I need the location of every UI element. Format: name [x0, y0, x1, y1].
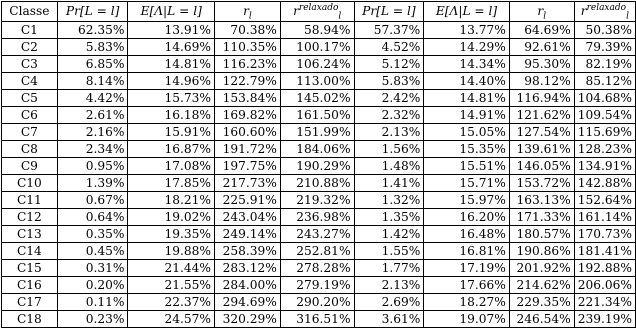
cell-r-relaxed-2: 79.39%: [574, 39, 635, 56]
cell-r-relaxed-2: 206.06%: [574, 277, 635, 294]
cell-classe: C2: [2, 39, 58, 56]
cell-expectation: 16.87%: [128, 141, 215, 158]
cell-classe: C3: [2, 56, 58, 73]
cell-r: 122.79%: [215, 73, 281, 90]
header-r-2: $r_l$: [509, 2, 574, 22]
cell-r-relaxed-2: 221.34%: [574, 294, 635, 311]
cell-expectation-2: 16.20%: [424, 209, 510, 226]
cell-prob-2: 1.55%: [354, 243, 424, 260]
table-row: [2, 260, 636, 277]
cell-classe: C13: [2, 226, 58, 243]
cell-expectation-2: 14.40%: [424, 73, 510, 90]
cell-expectation-2: 16.81%: [424, 243, 510, 260]
cell-r-2: 98.12%: [509, 73, 574, 90]
cell-r: 70.38%: [215, 22, 281, 39]
cell-expectation: 13.91%: [128, 22, 215, 39]
cell-classe: C1: [2, 22, 58, 39]
cell-prob: 0.35%: [57, 226, 128, 243]
cell-r-relaxed: 100.17%: [280, 39, 354, 56]
header-r: $r_l$: [215, 2, 281, 22]
cell-prob-2: 5.83%: [354, 73, 424, 90]
cell-r-2: 171.33%: [509, 209, 574, 226]
cell-r-relaxed-2: 142.88%: [574, 175, 635, 192]
cell-prob: 6.85%: [57, 56, 128, 73]
cell-prob-2: 1.32%: [354, 192, 424, 209]
cell-r-relaxed: 278.28%: [280, 260, 354, 277]
table-row: [2, 56, 636, 73]
cell-r-2: 214.62%: [509, 277, 574, 294]
cell-expectation-2: 14.81%: [424, 90, 510, 107]
cell-prob-2: 2.42%: [354, 90, 424, 107]
cell-classe: C5: [2, 90, 58, 107]
cell-r: 169.82%: [215, 107, 281, 124]
cell-r-relaxed: 243.27%: [280, 226, 354, 243]
cell-classe: C16: [2, 277, 58, 294]
cell-prob-2: 1.48%: [354, 158, 424, 175]
cell-r: 258.39%: [215, 243, 281, 260]
cell-r-relaxed: 58.94%: [280, 22, 354, 39]
cell-prob: 5.83%: [57, 39, 128, 56]
cell-r-relaxed-2: 50.38%: [574, 22, 635, 39]
cell-r-2: 127.54%: [509, 124, 574, 141]
cell-r-2: 92.61%: [509, 39, 574, 56]
cell-expectation: 16.18%: [128, 107, 215, 124]
cell-prob-2: 4.52%: [354, 39, 424, 56]
header-r-relaxed-2: $r^{relaxado}_l$: [574, 2, 635, 22]
cell-classe: C7: [2, 124, 58, 141]
cell-r: 116.23%: [215, 56, 281, 73]
header-prob: Pr[L = l]: [57, 2, 128, 22]
cell-expectation-2: 17.19%: [424, 260, 510, 277]
cell-classe: C14: [2, 243, 58, 260]
cell-r-relaxed-2: 152.64%: [574, 192, 635, 209]
cell-prob-2: 2.32%: [354, 107, 424, 124]
table-row: [2, 107, 636, 124]
cell-r-relaxed: 161.50%: [280, 107, 354, 124]
cell-r: 153.84%: [215, 90, 281, 107]
cell-r-relaxed: 316.51%: [280, 311, 354, 328]
cell-r-relaxed: 279.19%: [280, 277, 354, 294]
cell-r-relaxed-2: 104.68%: [574, 90, 635, 107]
cell-expectation: 15.91%: [128, 124, 215, 141]
cell-prob-2: 1.35%: [354, 209, 424, 226]
table-row: [2, 226, 636, 243]
cell-expectation: 14.69%: [128, 39, 215, 56]
cell-prob: 8.14%: [57, 73, 128, 90]
table-row: [2, 209, 636, 226]
header-prob-2: Pr[L = l]: [354, 2, 424, 22]
cell-prob-2: 1.42%: [354, 226, 424, 243]
cell-classe: C12: [2, 209, 58, 226]
cell-r-relaxed: 290.20%: [280, 294, 354, 311]
cell-r: 191.72%: [215, 141, 281, 158]
cell-r-relaxed-2: 134.91%: [574, 158, 635, 175]
cell-expectation-2: 18.27%: [424, 294, 510, 311]
table-row: [2, 158, 636, 175]
cell-expectation: 15.73%: [128, 90, 215, 107]
cell-classe: C18: [2, 311, 58, 328]
header-r-relaxed: $r^{relaxado}_l$: [280, 2, 354, 22]
cell-expectation: 24.57%: [128, 311, 215, 328]
cell-r-2: 163.13%: [509, 192, 574, 209]
cell-expectation: 19.88%: [128, 243, 215, 260]
cell-r-relaxed: 210.88%: [280, 175, 354, 192]
cell-prob: 2.34%: [57, 141, 128, 158]
cell-prob-2: 5.12%: [354, 56, 424, 73]
cell-r-relaxed: 113.00%: [280, 73, 354, 90]
cell-prob: 0.20%: [57, 277, 128, 294]
cell-expectation: 19.02%: [128, 209, 215, 226]
cell-r-relaxed-2: 181.41%: [574, 243, 635, 260]
cell-r-2: 190.86%: [509, 243, 574, 260]
cell-prob: 62.35%: [57, 22, 128, 39]
cell-expectation: 14.96%: [128, 73, 215, 90]
cell-prob: 0.64%: [57, 209, 128, 226]
cell-prob: 2.16%: [57, 124, 128, 141]
cell-classe: C11: [2, 192, 58, 209]
cell-prob-2: 2.69%: [354, 294, 424, 311]
table-body: [2, 22, 636, 328]
cell-expectation-2: 15.51%: [424, 158, 510, 175]
cell-r-relaxed-2: 85.12%: [574, 73, 635, 90]
cell-r-relaxed-2: 109.54%: [574, 107, 635, 124]
cell-expectation-2: 14.34%: [424, 56, 510, 73]
table-row: [2, 124, 636, 141]
cell-r: 225.91%: [215, 192, 281, 209]
table-row: [2, 39, 636, 56]
cell-prob-2: 57.37%: [354, 22, 424, 39]
cell-r-relaxed: 236.98%: [280, 209, 354, 226]
cell-r-relaxed: 252.81%: [280, 243, 354, 260]
cell-classe: C8: [2, 141, 58, 158]
cell-r-2: 64.69%: [509, 22, 574, 39]
cell-r-2: 180.57%: [509, 226, 574, 243]
cell-r-2: 121.62%: [509, 107, 574, 124]
cell-r-2: 201.92%: [509, 260, 574, 277]
cell-prob: 1.39%: [57, 175, 128, 192]
table-row: [2, 175, 636, 192]
cell-r-relaxed: 106.24%: [280, 56, 354, 73]
cell-r-relaxed-2: 239.19%: [574, 311, 635, 328]
cell-r-2: 146.05%: [509, 158, 574, 175]
header-expectation: E[Λ|L = l]: [128, 2, 215, 22]
cell-r-relaxed: 184.06%: [280, 141, 354, 158]
table-row: [2, 141, 636, 158]
cell-r: 197.75%: [215, 158, 281, 175]
cell-prob: 2.61%: [57, 107, 128, 124]
cell-expectation-2: 14.29%: [424, 39, 510, 56]
cell-expectation: 18.21%: [128, 192, 215, 209]
cell-r-2: 139.61%: [509, 141, 574, 158]
table-row: [2, 311, 636, 328]
table-row: [2, 243, 636, 260]
cell-r-relaxed: 151.99%: [280, 124, 354, 141]
results-table: [1, 1, 636, 328]
cell-classe: C17: [2, 294, 58, 311]
header-expectation-2: E[Λ|L = l]: [424, 2, 510, 22]
cell-r-2: 229.35%: [509, 294, 574, 311]
cell-prob: 0.45%: [57, 243, 128, 260]
cell-prob: 0.23%: [57, 311, 128, 328]
cell-r: 249.14%: [215, 226, 281, 243]
cell-expectation-2: 19.07%: [424, 311, 510, 328]
cell-expectation: 17.85%: [128, 175, 215, 192]
cell-prob-2: 3.61%: [354, 311, 424, 328]
cell-classe: C6: [2, 107, 58, 124]
cell-prob-2: 2.13%: [354, 277, 424, 294]
cell-prob: 0.95%: [57, 158, 128, 175]
cell-expectation: 19.35%: [128, 226, 215, 243]
cell-prob-2: 1.41%: [354, 175, 424, 192]
cell-classe: C15: [2, 260, 58, 277]
cell-classe: C10: [2, 175, 58, 192]
table-row: [2, 277, 636, 294]
table-row: [2, 22, 636, 39]
cell-expectation-2: 13.77%: [424, 22, 510, 39]
cell-expectation-2: 16.48%: [424, 226, 510, 243]
cell-expectation: 22.37%: [128, 294, 215, 311]
cell-r-2: 116.94%: [509, 90, 574, 107]
cell-r: 294.69%: [215, 294, 281, 311]
cell-r-2: 95.30%: [509, 56, 574, 73]
cell-expectation: 14.81%: [128, 56, 215, 73]
cell-expectation: 17.08%: [128, 158, 215, 175]
cell-r: 283.12%: [215, 260, 281, 277]
cell-prob-2: 1.77%: [354, 260, 424, 277]
cell-prob: 4.42%: [57, 90, 128, 107]
cell-r: 320.29%: [215, 311, 281, 328]
cell-r-relaxed-2: 128.23%: [574, 141, 635, 158]
cell-r-relaxed-2: 115.69%: [574, 124, 635, 141]
cell-classe: C4: [2, 73, 58, 90]
header-row: [2, 2, 636, 22]
cell-prob: 0.31%: [57, 260, 128, 277]
cell-r-2: 246.54%: [509, 311, 574, 328]
cell-prob-2: 1.56%: [354, 141, 424, 158]
table-row: [2, 192, 636, 209]
cell-expectation-2: 14.91%: [424, 107, 510, 124]
cell-expectation-2: 15.35%: [424, 141, 510, 158]
header-classe: Classe: [2, 2, 58, 22]
table-row: [2, 90, 636, 107]
cell-expectation: 21.55%: [128, 277, 215, 294]
cell-r-relaxed-2: 161.14%: [574, 209, 635, 226]
cell-r-2: 153.72%: [509, 175, 574, 192]
cell-expectation-2: 15.05%: [424, 124, 510, 141]
cell-expectation-2: 15.71%: [424, 175, 510, 192]
cell-r: 110.35%: [215, 39, 281, 56]
cell-r-relaxed-2: 82.19%: [574, 56, 635, 73]
cell-prob: 0.11%: [57, 294, 128, 311]
cell-prob: 0.67%: [57, 192, 128, 209]
cell-expectation-2: 15.97%: [424, 192, 510, 209]
cell-r-relaxed: 190.29%: [280, 158, 354, 175]
cell-prob-2: 2.13%: [354, 124, 424, 141]
cell-expectation-2: 17.66%: [424, 277, 510, 294]
cell-r: 217.73%: [215, 175, 281, 192]
cell-r: 243.04%: [215, 209, 281, 226]
cell-r: 284.00%: [215, 277, 281, 294]
cell-r-relaxed-2: 170.73%: [574, 226, 635, 243]
cell-classe: C9: [2, 158, 58, 175]
cell-r: 160.60%: [215, 124, 281, 141]
cell-r-relaxed: 219.32%: [280, 192, 354, 209]
table-row: [2, 73, 636, 90]
table-row: [2, 294, 636, 311]
cell-r-relaxed-2: 192.88%: [574, 260, 635, 277]
cell-expectation: 21.44%: [128, 260, 215, 277]
cell-r-relaxed: 145.02%: [280, 90, 354, 107]
